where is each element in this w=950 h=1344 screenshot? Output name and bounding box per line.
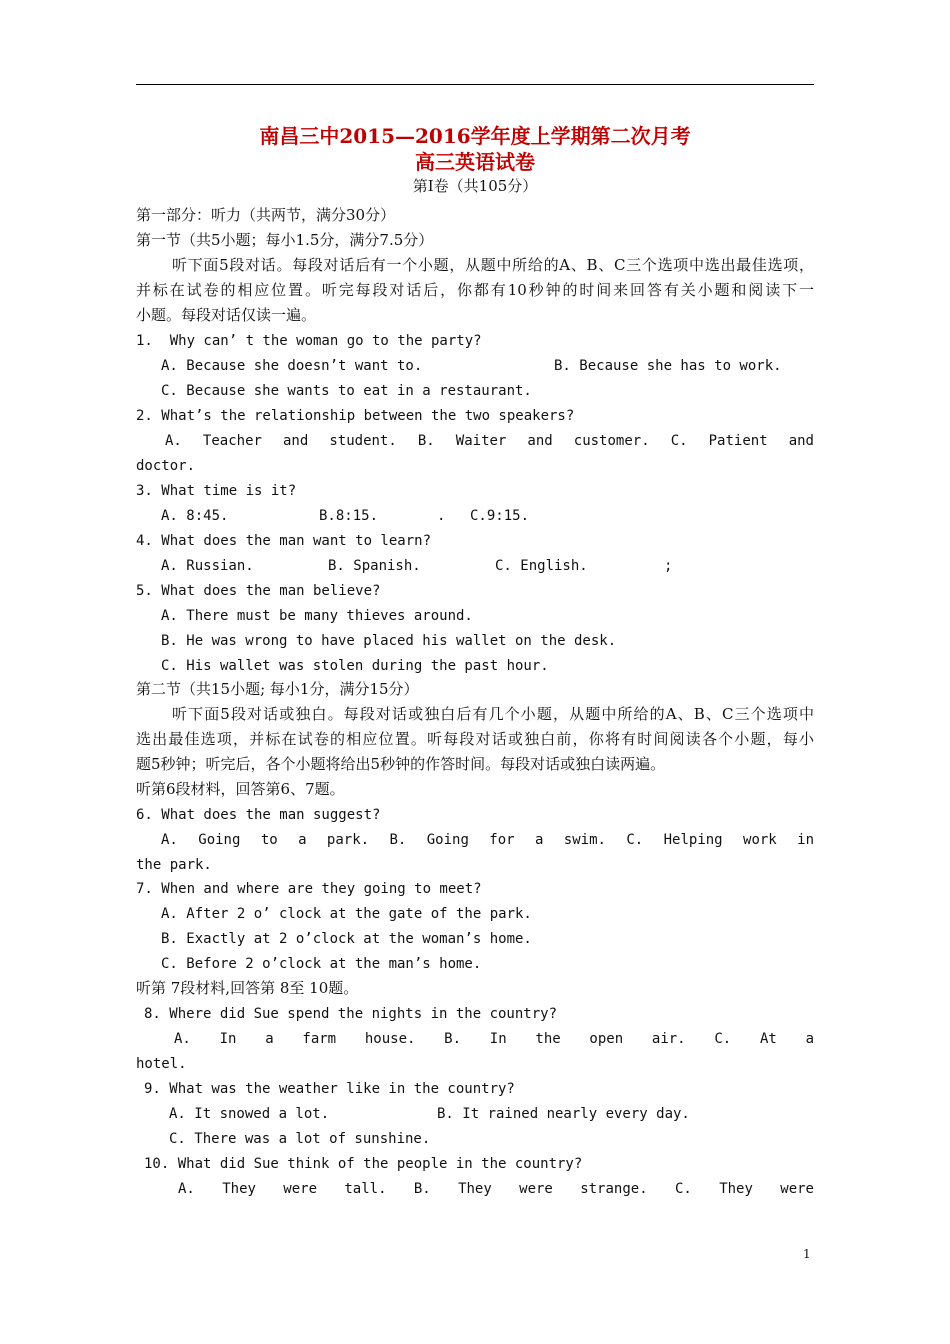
exam-subject-title: 高三英语试卷	[415, 150, 535, 174]
section1-heading: 第一节（共5小题；每小1.5分，满分7.5分）	[136, 231, 434, 249]
q10-options: A. They were tall. B. They were strange. C. They were	[178, 1181, 814, 1197]
q1-option-a: A. Because she doesn’t want to.	[161, 358, 423, 374]
header-rule	[136, 84, 814, 85]
question-5: 5. What does the man believe?	[136, 583, 381, 599]
q9-option-a: A. It snowed a lot.	[169, 1106, 330, 1122]
q1-option-b: B. Because she has to work.	[554, 358, 782, 374]
question-1: 1. Why can’ t the woman go to the party?	[136, 333, 482, 349]
section2-instruction-line: 听下面5段对话或独白。每段对话或独白后有几个小题，从题中所给的A、B、C三个选项中	[172, 705, 814, 723]
section1-instruction-line: 并标在试卷的相应位置。听完每段对话后，你都有10秒钟的时间来回答有关小题和阅读下一	[136, 281, 814, 299]
question-9: 9. What was the weather like in the country?	[144, 1081, 515, 1097]
q9-option-b: B. It rained nearly every day.	[437, 1106, 690, 1122]
section2-instruction-line: 选出最佳选项，并标在试卷的相应位置。听每段对话或独白前，你将有时间阅读各个小题，每小	[136, 730, 814, 748]
page-number: 1	[803, 1247, 811, 1261]
question-4: 4. What does the man want to learn?	[136, 533, 432, 549]
material-7-heading: 听第 7段材料,回答第 8至 10题。	[136, 979, 359, 997]
question-6: 6. What does the man suggest?	[136, 807, 381, 823]
q8-options: A. In a farm house. B. In the open air. C. At a	[174, 1031, 814, 1047]
q9-option-c: C. There was a lot of sunshine.	[169, 1131, 431, 1147]
question-7: 7. When and where are they going to meet?	[136, 881, 482, 897]
section2-heading: 第二节（共15小题; 每小1分，满分15分）	[136, 680, 419, 698]
part1-heading: 第一部分：听力（共两节，满分30分）	[136, 206, 396, 224]
q8-options-continued: hotel.	[136, 1056, 187, 1072]
q5-option-a: A. There must be many thieves around.	[161, 608, 473, 624]
paper-subtitle: 第Ⅰ卷（共105分）	[412, 177, 538, 195]
q3-stray-mark: .	[437, 508, 446, 524]
q5-option-b: B. He was wrong to have placed his wallet on the desk.	[161, 633, 617, 649]
q4-option-a: A. Russian.	[161, 558, 254, 574]
q1-option-c: C. Because she wants to eat in a restaurant.	[161, 383, 532, 399]
question-3: 3. What time is it?	[136, 483, 297, 499]
q6-options: A. Going to a park. B. Going for a swim. C. Helping work in	[161, 832, 814, 848]
q3-option-b: B.8:15.	[319, 508, 379, 524]
q7-option-b: B. Exactly at 2 o’clock at the woman’s home.	[161, 931, 532, 947]
q2-options-continued: doctor.	[136, 458, 196, 474]
exam-title: 南昌三中2015—2016学年度上学期第二次月考	[259, 124, 691, 148]
question-8: 8. Where did Sue spend the nights in the country?	[144, 1006, 558, 1022]
question-10: 10. What did Sue think of the people in the country?	[144, 1156, 583, 1172]
section1-instruction-line: 听下面5段对话。每段对话后有一个小题，从题中所给的A、B、C三个选项中选出最佳选项，	[172, 256, 814, 274]
q4-option-b: B. Spanish.	[328, 558, 421, 574]
question-2: 2. What’s the relationship between the two speakers?	[136, 408, 575, 424]
q4-stray-mark: ;	[664, 558, 673, 574]
q6-options-continued: the park.	[136, 857, 212, 873]
q3-option-a: A. 8:45.	[161, 508, 229, 524]
section2-instruction-line: 题5秒钟；听完后，各个小题将给出5秒钟的作答时间。每段对话或独白读两遍。	[136, 755, 666, 773]
q7-option-a: A. After 2 o’ clock at the gate of the park.	[161, 906, 532, 922]
q5-option-c: C. His wallet was stolen during the past hour.	[161, 658, 549, 674]
q4-option-c: C. English.	[495, 558, 588, 574]
q7-option-c: C. Before 2 o’clock at the man’s home.	[161, 956, 482, 972]
q3-option-c: C.9:15.	[470, 508, 530, 524]
q2-options: A. Teacher and student. B. Waiter and customer. C. Patient and	[165, 433, 814, 449]
section1-instruction-line: 小题。每段对话仅读一遍。	[136, 306, 317, 324]
material-6-heading: 听第6段材料，回答第6、7题。	[136, 780, 345, 798]
